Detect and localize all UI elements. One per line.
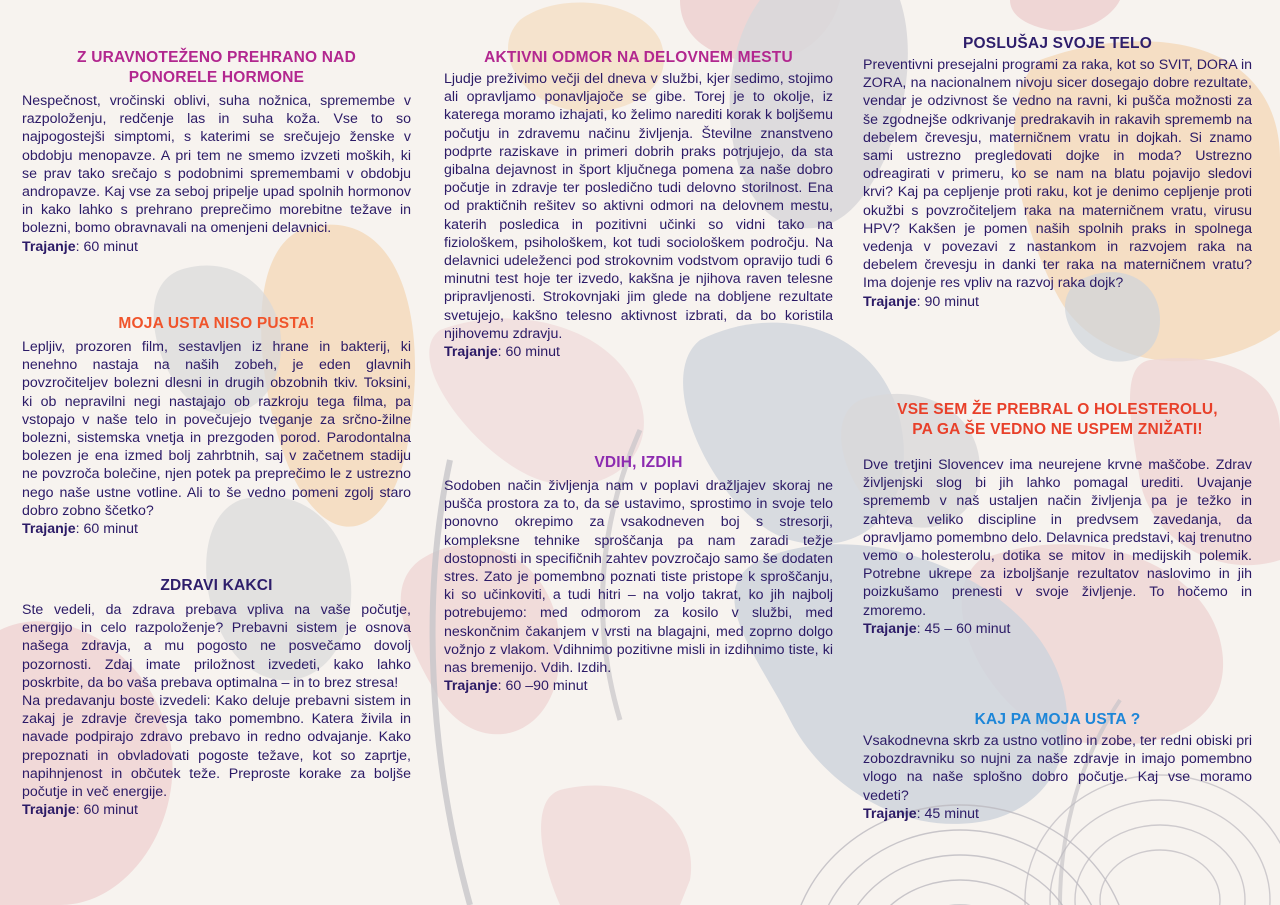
section-body: Dve tretjini Slovencev ima neurejene krvne maščobe. Zdrav življenjski slog bi jih lahko pomagal urediti. Uvajanje sprememb v naš ustaljen način življenja pa je težko in zahteva veliko discipline in predvsem zavedanja, da opravljamo pomembno delo. Delavnica predstavi, kaj trenutno vemo o holesterolu, dotika se mitov in medijskih polemik. Potrebne ukrepe za izboljšanje rezultatov naslovimo in jih poizkušamo prenesti v svoje življenje. To hočemo in zmoremo. — [863, 457, 1252, 619]
section-body: Ljudje preživimo večji del dneva v službi, kjer sedimo, stojimo ali opravljamo ponavljajoče se gibe. Torej je to okolje, iz katerega moramo izhajati, ko želimo narediti korak k boljšemu počutju in zdravemu načinu življenja. Številne znanstveno podprte raziskave in primeri dobrih praks potrjujejo, da sta gibalna dejavnost in šport ključnega pomena za naše dobro počutje in zdravje ter posledično tudi delovno storilnost. Ena od praktičnih rešitev so aktivni odmori na delovnem mestu, katerih posledica in pozitivni učinki so vidni tako na fiziološkem, psihološkem, kot tudi sociološkem področju. Na delavnici udeleženci pod strokovnim vodstvom opravijo tudi 6 minutni test hoje ter izvedo, kakšna je njihova raven telesne pripravljenosti. Strokovnjaki jim glede na dobljene rezultate svetujejo, kakšno telesno aktivnost izbrati, da bo koristila njihovemu zdravju. — [444, 71, 833, 342]
section-aktivni-odmor — [444, 48, 833, 361]
section-body: Lepljiv, prozoren film, sestavljen iz hrane in bakterij, ki nenehno nastaja na naših zobeh, je eden glavnih povzročiteljev bolezni dlesni in drugih obzobnih tkiv. Toksini, ki ob nepravilni negi nastajajo ob razkroju tega filma, pa vstopajo v naše telo in povečujejo tveganje za srčno-žilne bolezni, sistemska vnetja in prezgoden porod. Parodontalna bolezen je ena izmed bolj zahrbtnih, saj v začetnem stadiju ne povzroča bolečine, njen potek pa preprečimo le z ustrezno nego naše ustne votline. Ali to še vedno pomeni zgolj staro dobro zobno ščetko? — [22, 339, 411, 519]
duration-value: : 90 minut — [916, 293, 979, 310]
section-title: AKTIVNI ODMOR NA DELOVNEM MESTU — [484, 49, 793, 66]
section-title: VDIH, IZDIH — [594, 454, 683, 471]
section-holesterol — [863, 400, 1252, 638]
duration-label: Trajanje — [22, 521, 76, 538]
duration-label: Trajanje — [22, 238, 76, 255]
section-title-line: VSE SEM ŽE PREBRAL O HOLESTEROLU, — [897, 401, 1218, 418]
section-title-line: PONORELE HORMONE — [128, 69, 305, 86]
section-title-line: Z URAVNOTEŽENO PREHRANO NAD — [77, 49, 356, 66]
section-title: KAJ PA MOJA USTA ? — [974, 711, 1141, 728]
duration-label: Trajanje — [22, 802, 76, 819]
duration-label: Trajanje — [444, 678, 498, 695]
duration — [444, 343, 833, 361]
duration — [863, 293, 1252, 311]
duration — [863, 620, 1252, 638]
section-body: Nespečnost, vročinski oblivi, suha nožnica, spremembe v razpoloženju, redčenje las in suha koža. Vse to so najpogostejši simptomi, s katerimi se srečujejo ženske v obdobju menopavze. A pri tem ne smemo izvzeti moških, ki se prav tako srečajo s podobnimi spremembami v obdobju andropavze. Kaj vse za seboj pripelje upad spolnih hormonov in kako lahko s prehrano preprečimo morebitne težave in bolezni, bomo obravnavali na omenjeni delavnici. — [22, 93, 411, 237]
section-title: ZDRAVI KAKCI — [160, 577, 273, 594]
duration-label: Trajanje — [863, 293, 917, 310]
duration — [444, 677, 833, 695]
duration-label: Trajanje — [444, 344, 498, 361]
duration-value: : 60 –90 minut — [497, 678, 588, 695]
duration-label: Trajanje — [863, 805, 917, 822]
duration-value: : 45 minut — [916, 805, 979, 822]
section-body: Sodoben način življenja nam v poplavi dražljajev skoraj ne pušča prostora za to, da se ustavimo, sprostimo in svoje telo ponovno okrepimo za vsakodneven boj s stresorji, kompleksne tehnike sproščanja pa nam zaradi težje dostopnosti in specifičnih zahtev povzročajo samo še dodaten stres. Zato je pomembno poznati tiste pristope k sproščanju, ki so učinkoviti, a tudi hitri – na voljo takrat, ko jih najbolj potrebujemo: med odmorom za kosilo v službi, med neskončnim čakanjem v vrsti na blagajni, med zoprno dolgo vožnjo z vlakom. Vdihnimo pozitivne misli in izdihnimo tiste, ki nas bremenijo. Vdih. Izdih. — [444, 478, 833, 677]
section-usta — [22, 314, 411, 538]
section-kakci — [22, 576, 411, 819]
section-body: Vsakodnevna skrb za ustno votlino in zobe, ter redni obiski pri zobozdravniku so nujni za naše zdravje in imajo pomembno vlogo na naše splošno dobro počutje. Kaj vse moramo vedeti? — [863, 733, 1252, 804]
section-title: MOJA USTA NISO PUSTA! — [118, 315, 315, 332]
duration — [22, 238, 411, 256]
duration-value: : 60 minut — [75, 521, 138, 538]
duration-value: : 60 minut — [75, 802, 138, 819]
section-title-line: PA GA ŠE VEDNO NE USPEM ZNIŽATI! — [912, 421, 1203, 438]
section-title — [22, 48, 411, 88]
section-title — [863, 400, 1252, 440]
section-title: POSLUŠAJ SVOJE TELO — [963, 35, 1152, 52]
section-poslusaj-telo — [863, 34, 1252, 311]
duration-label: Trajanje — [863, 620, 917, 637]
duration-value: : 45 – 60 minut — [916, 620, 1011, 637]
section-vdih-izdih — [444, 453, 833, 695]
section-body: Na predavanju boste izvedeli: Kako deluje prebavni sistem in zakaj je zdravje črevesja tako pomembno. Katera živila in navade podpirajo zdravo prebavo in redno odvajanje. Kako prepoznati in obvladovati pogoste težave, kot so zaprtje, napihnjenost in občutek teže. Preproste korake za boljše počutje in več energije. — [22, 693, 411, 801]
duration — [863, 805, 1252, 823]
duration — [22, 801, 411, 819]
section-body: Preventivni presejalni programi za raka, kot so SVIT, DORA in ZORA, na nacionalnem nivoju sicer dosegajo dobre rezultate, vendar je odzivnost še vedno na ravni, ki pušča možnosti za še zgodnejše odkrivanje predrakavih in rakavih sprememb na debelem črevesju, materničnem vratu in dojkah. Si znamo sami ustrezno pregledovati dojke in moda? Ustrezno odreagirati v primeru, ko se nam na blatu pojavijo sledovi krvi? Kaj pa cepljenje proti raku, kot je denimo cepljenje proti okužbi s povzročiteljem raka na materničnem vratu, virusu HPV? Kakšen je pomen naših spolnih praks in spolnega vedenja v povezavi z nastankom in razvojem raka na debelem črevesju in danki ter raka na materničnem vratu? Ima dojenje res vpliv na razvoj raka dojk? — [863, 57, 1252, 292]
section-hormoni — [22, 48, 411, 256]
duration-value: : 60 minut — [497, 344, 560, 361]
duration — [22, 520, 411, 538]
section-kaj-pa-moja-usta — [863, 710, 1252, 823]
section-body: Ste vedeli, da zdrava prebava vpliva na vaše počutje, energijo in celo razpoloženje? Prebavni sistem je osnova našega zdravja, a mu pogosto ne posvečamo dovolj pozornosti. Zdaj imate priložnost izvedeti, kako lahko poskrbite, da bo vaša prebava optimalna – in to brez stresa! — [22, 602, 411, 691]
duration-value: : 60 minut — [75, 238, 138, 255]
